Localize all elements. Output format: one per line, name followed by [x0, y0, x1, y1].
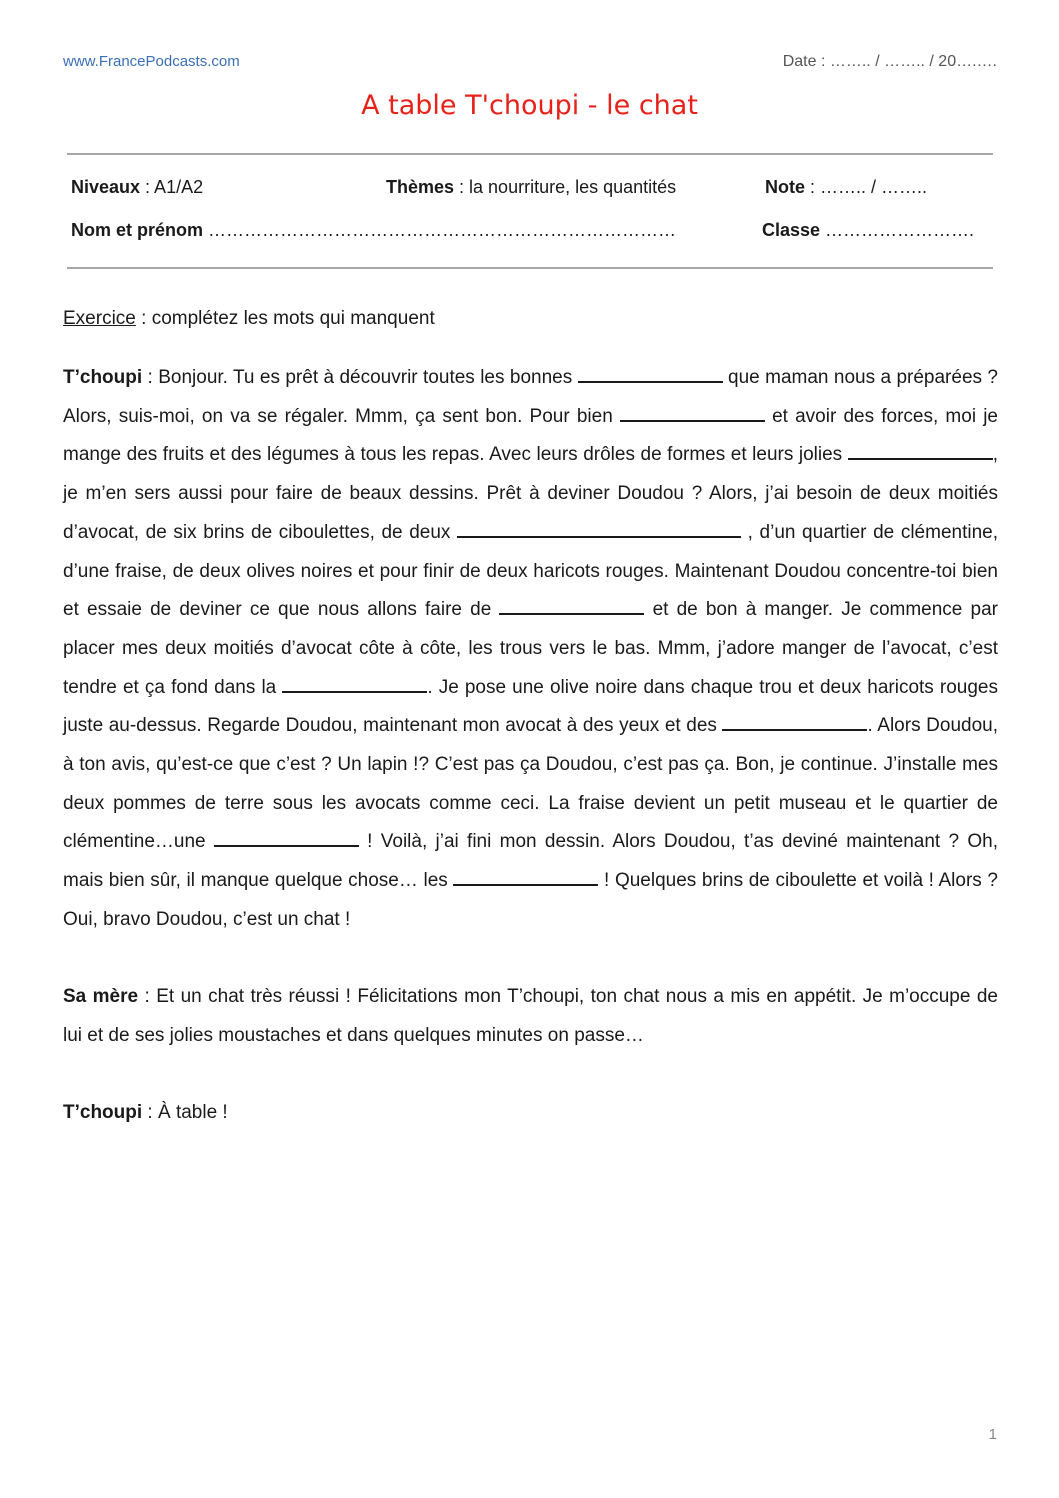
date-field: Date : …….. / …….. / 20….…. [782, 53, 997, 70]
note-label: Note [765, 177, 805, 197]
paragraph-mere [63, 978, 998, 1055]
classe-value: ……………………. [820, 220, 975, 240]
blank-field-9[interactable] [453, 868, 598, 886]
meta-niveaux [71, 177, 203, 198]
blank-field-8[interactable] [214, 829, 359, 847]
blank-field-3[interactable] [848, 442, 993, 460]
themes-label: Thèmes [386, 177, 455, 197]
dialogue-text [63, 359, 998, 1133]
page-title: A table T'choupi - le chat [361, 90, 698, 121]
niveaux-label: Niveaux [71, 177, 141, 197]
niveaux-value: : A1/A2 [140, 177, 204, 197]
exercise-text: : complétez les mots qui manquent [135, 308, 435, 329]
top-divider [67, 153, 993, 155]
nom-value: …………………………………………………………………… [203, 220, 677, 240]
exercise-label: Exercice [63, 308, 136, 329]
speaker-label: T’choupi [63, 367, 143, 388]
blank-field-2[interactable] [620, 404, 765, 422]
themes-value: : la nourriture, les quantités [454, 177, 677, 197]
text-segment: . Je pose une olive noire dans chaque trou et deux haricots rouges juste au-dessus. Regarde Doudou, maintenant mon avocat à des yeux et des [63, 676, 998, 737]
text-segment: : Et un chat très réussi ! Félicitations mon T’choupi, ton chat nous a mis en appétit. Je m’occupe de lui et de ses jolies moustaches et dans quelques minutes on passe… [63, 986, 998, 1046]
text-segment: ! Voilà, j’ai fini mon dessin. Alors Doudou, t’as deviné maintenant ? Oh, mais bien sûr, il manque quelque chose… les [63, 831, 998, 892]
text-segment: et de bon à manger. Je commence par placer mes deux moitiés d’avocat côte à côte, les trous vers le bas. Mmm, j’adore manger de l’avocat, c’est tendre et ça fond dans la [63, 599, 998, 698]
exercise-instruction [63, 308, 435, 330]
text-segment: et avoir des forces, moi je mange des fruits et des légumes à tous les repas. Avec leurs drôles de formes et leurs jolies [63, 405, 998, 466]
text-segment: que maman nous a préparées ? Alors, suis-moi, on va se régaler. Mmm, ça sent bon. Pour bien [63, 367, 998, 427]
paragraph-tchoupi-1 [63, 359, 998, 940]
text-segment: : Bonjour. Tu es prêt à découvrir toutes les bonnes [142, 367, 578, 388]
text-segment: , je m’en sers aussi pour faire de beaux dessins. Prêt à deviner Doudou ? Alors, j’ai besoin de deux moitiés d’avocat, de six brins de ciboulettes, de deux [63, 444, 998, 543]
text-segment: ! Quelques brins de ciboulette et voilà ! Alors ? Oui, bravo Doudou, c’est un chat ! [63, 870, 998, 930]
meta-themes [386, 177, 676, 198]
classe-label: Classe [762, 220, 821, 240]
text-segment: : À table ! [142, 1102, 228, 1124]
speaker-label: T’choupi [63, 1102, 143, 1124]
page-number: 1 [988, 1426, 997, 1443]
meta-note [765, 177, 927, 198]
nom-label: Nom et prénom [71, 220, 204, 240]
blank-field-6[interactable] [282, 675, 427, 693]
blank-field-5[interactable] [499, 597, 644, 615]
paragraph-tchoupi-2 [63, 1094, 998, 1133]
note-value: : …….. / …….. [805, 177, 928, 197]
blank-field-7[interactable] [722, 713, 867, 731]
meta-nom [71, 220, 676, 241]
blank-field-1[interactable] [578, 365, 723, 383]
site-link[interactable]: www.FrancePodcasts.com [63, 53, 240, 70]
bottom-divider [67, 267, 993, 269]
text-segment: . Alors Doudou, à ton avis, qu’est-ce que c’est ? Un lapin !? C’est pas ça Doudou, c’est pas ça. Bon, je continue. J’installe mes deux pommes de terre sous les avocats comme ceci. La fraise devient un petit museau et le quartier de clémentine…une [63, 715, 998, 853]
speaker-label: Sa mère [63, 986, 139, 1008]
text-segment: , d’un quartier de clémentine, d’une fraise, de deux olives noires et pour finir de deux haricots rouges. Maintenant Doudou concentre-toi bien et essaie de deviner ce que nous allons faire de [63, 521, 998, 621]
meta-classe [762, 220, 974, 241]
blank-field-4[interactable] [457, 520, 741, 538]
